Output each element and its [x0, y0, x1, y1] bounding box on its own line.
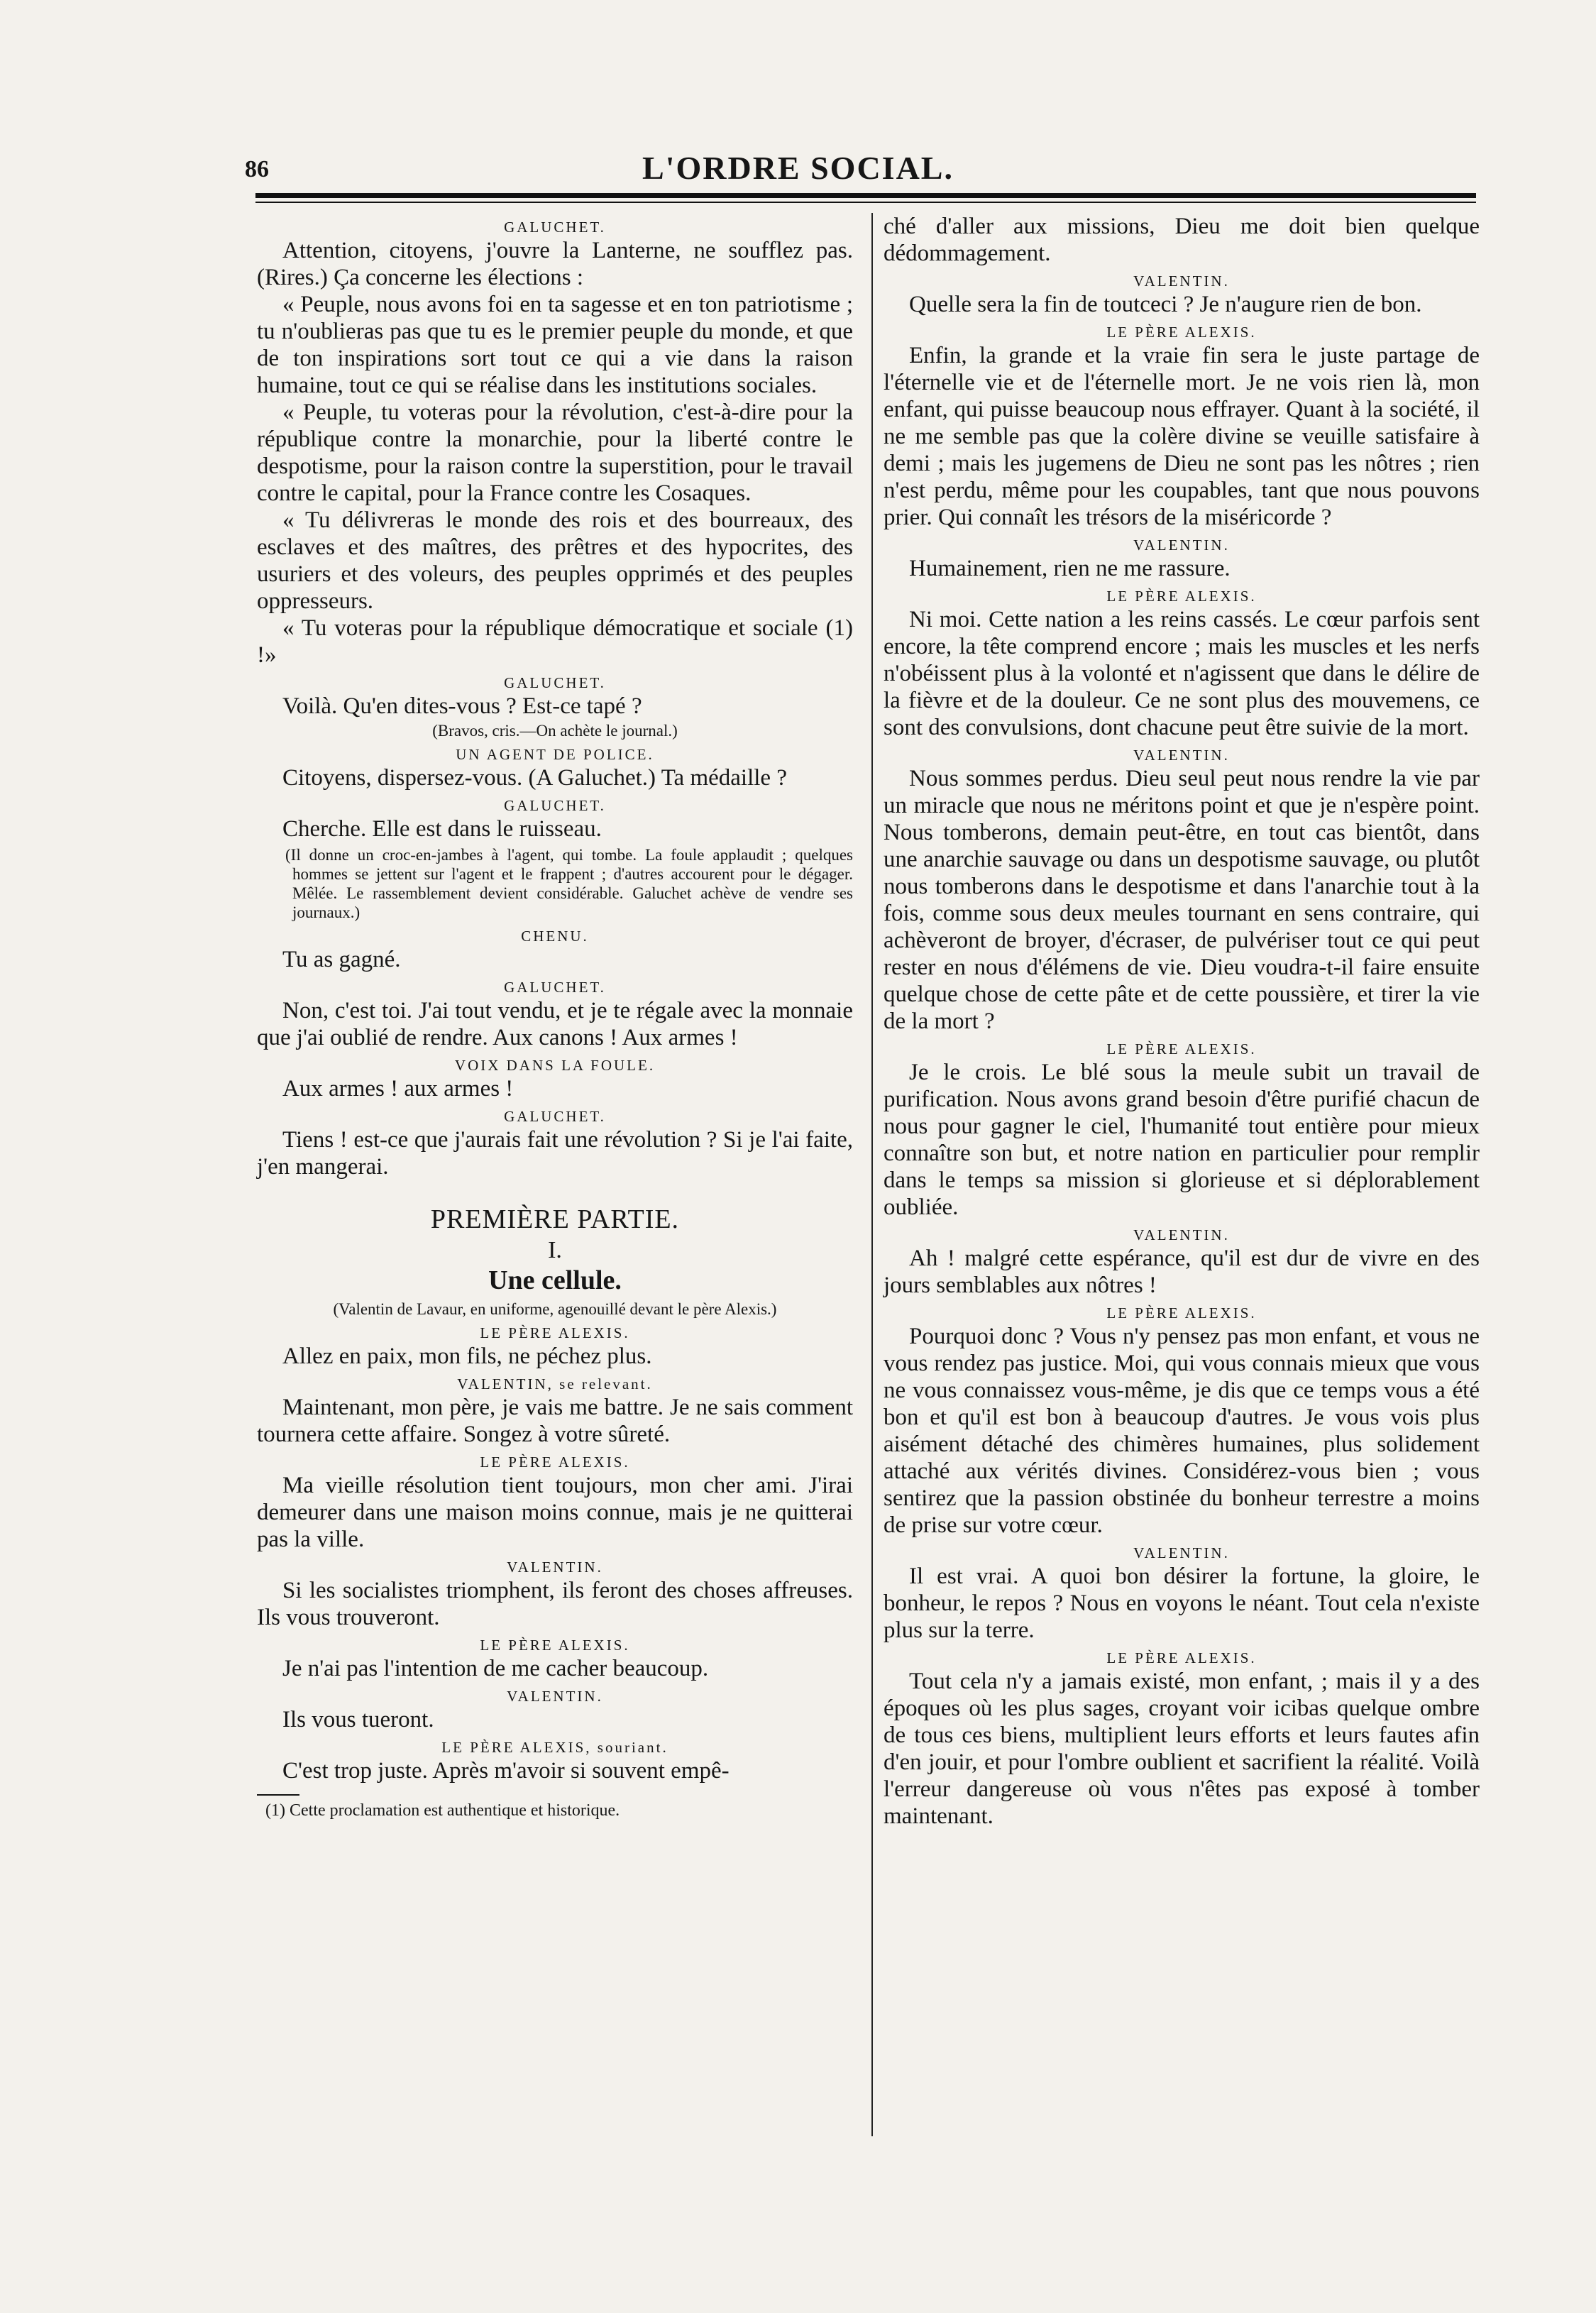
dialogue-paragraph: Tout cela n'y a jamais existé, mon enfant, ; mais il y a des époques où les plus sages, croyant voir icibas quelque ombre de tous ces biens, multiplient leurs efforts et leurs fautes afin d'en jouir, et pour l'ombre oublient et sacrifient la réalité. Voilà l'erreur dangereuse où vous n'êtes pas exposé à tomber maintenant.: [884, 1669, 1480, 1829]
dialogue-paragraph: Aux armes ! aux armes !: [282, 1076, 514, 1101]
speaker-name: LE PÈRE ALEXIS.: [1106, 1040, 1257, 1057]
dialogue-paragraph: Tiens ! est-ce que j'aurais fait une révolution ? Si je l'ai faite, j'en mangerai.: [257, 1127, 853, 1180]
dialogue-paragraph: C'est trop juste. Après m'avoir si souvent empê-: [282, 1758, 730, 1784]
dialogue-paragraph: Non, c'est toi. J'ai tout vendu, et je te régale avec la monnaie que j'ai oublié de rendre. Aux canons ! Aux armes !: [257, 998, 853, 1050]
speaker-name: GALUCHET.: [504, 674, 606, 691]
dialogue-paragraph: Pourquoi donc ? Vous n'y pensez pas mon enfant, et vous ne vous rendez pas justice. Moi, qui vous connais mieux que vous ne vous connaissez vous-même, je dis que ce temps vous a été bon et qu'il est bon à beaucoup d'autres. Je vous vois plus aisément détaché des chimères humaines, plus solidement attaché aux vérités divines. Considérez-vous bien ; vous sentirez que la passion obstinée du bonheur terrestre a moins de prise sur votre cœur.: [884, 1324, 1480, 1538]
dialogue-paragraph: Attention, citoyens, j'ouvre la Lanterne, ne soufflez pas. (Rires.) Ça concerne les élections :: [257, 238, 853, 290]
footnote: (1) Cette proclamation est authentique et historique.: [265, 1801, 620, 1820]
speaker-name: LE PÈRE ALEXIS.: [480, 1637, 630, 1654]
dialogue-paragraph: Maintenant, mon père, je vais me battre. Je ne sais comment tournera cette affaire. Songez à votre sûreté.: [257, 1395, 853, 1447]
header-rule-thin: [255, 202, 1476, 203]
speaker-name: VALENTIN.: [1133, 1226, 1230, 1243]
stage-direction: (Valentin de Lavaur, en uniforme, agenouillé devant le père Alexis.): [333, 1300, 777, 1318]
page-header: [0, 142, 1596, 192]
dialogue-paragraph: Il est vrai. A quoi bon désirer la fortune, la gloire, le bonheur, le repos ? Nous en voyons le néant. Tout cela n'existe plus sur la terre.: [884, 1564, 1480, 1643]
footnote-rule: [257, 1794, 299, 1796]
speaker-name: VALENTIN.: [1133, 747, 1230, 764]
speaker-name: LE PÈRE ALEXIS.: [1106, 588, 1257, 605]
dialogue-paragraph: « Tu voteras pour la république démocratique et sociale (1) !»: [257, 615, 853, 668]
dialogue-paragraph: ché d'aller aux missions, Dieu me doit bien quelque dédommagement.: [884, 214, 1480, 266]
column-divider: [871, 213, 873, 2136]
speaker-name: VOIX DANS LA FOULE.: [454, 1057, 656, 1074]
stage-direction: (Il donne un croc-en-jambes à l'agent, qui tombe. La foule applaudit ; quelques hommes se jettent sur l'agent et le frappent ; d'autres accourent pour le dégager. Mêlée. Le rassemblement devient considérable. Galuchet achève de vendre ses journaux.): [285, 846, 853, 921]
header-rule: [255, 193, 1476, 198]
right-column: [884, 213, 1480, 1830]
speaker-name: VALENTIN, se relevant.: [457, 1375, 653, 1392]
chapter-number: I.: [548, 1237, 562, 1263]
speaker-name: GALUCHET.: [504, 797, 606, 814]
dialogue-paragraph: Voilà. Qu'en dites-vous ? Est-ce tapé ?: [282, 693, 642, 719]
dialogue-paragraph: Ma vieille résolution tient toujours, mon cher ami. J'irai demeurer dans une maison moins connue, mais je ne quitterai pas la ville.: [257, 1473, 853, 1552]
speaker-name: LE PÈRE ALEXIS.: [1106, 1649, 1257, 1666]
dialogue-paragraph: Je n'ai pas l'intention de me cacher beaucoup.: [282, 1656, 709, 1681]
dialogue-paragraph: Nous sommes perdus. Dieu seul peut nous rendre la vie par un miracle que nous ne méritons point et que je n'espère point. Nous tomberons, demain peut-être, en tout cas bientôt, dans une anarchie sauvage ou dans un despotisme sauvage, ou plutôt nous tomberons dans le despotisme et dans l'anarchie tout à la fois, comme sous deux meules tournant en sens contraire, qui achèveront de broyer, d'écraser, de pulvériser tout ce qui peut rester en nous d'élémens de vie. Dieu voudra-t-il faire ensuite quelque chose de cette pâte et de cette poussière, et tirer la vie de la mort ?: [884, 766, 1480, 1034]
dialogue-paragraph: Citoyens, dispersez-vous. (A Galuchet.) Ta médaille ?: [282, 765, 787, 791]
left-column: [257, 213, 853, 1821]
dialogue-paragraph: Je le crois. Le blé sous la meule subit un travail de purification. Nous avons grand besoin d'être purifié chacun de nous pour gagner le ciel, l'humanité tout entière pour mieux connaître son but, et notre nation en particulier pour remplir dans le temps sa mission si glorieuse et si déplorablement oubliée.: [884, 1060, 1480, 1220]
dialogue-paragraph: Ah ! malgré cette espérance, qu'il est dur de vivre en des jours semblables aux nôtres !: [884, 1246, 1480, 1298]
page-number: 86: [245, 156, 269, 182]
dialogue-paragraph: « Tu délivreras le monde des rois et des bourreaux, des esclaves et des maîtres, des prêtres et des hypocrites, des usuriers et des voleurs, des peuples opprimés et des peuples oppresseurs.: [257, 507, 853, 614]
speaker-name: CHENU.: [521, 928, 589, 945]
speaker-name: GALUCHET.: [504, 979, 606, 996]
part-title: PREMIÈRE PARTIE.: [430, 1204, 680, 1234]
speaker-name: LE PÈRE ALEXIS.: [1106, 1304, 1257, 1322]
running-title: L'ORDRE SOCIAL.: [642, 150, 954, 186]
dialogue-paragraph: Ils vous tueront.: [282, 1707, 434, 1732]
speaker-name: VALENTIN.: [507, 1559, 603, 1576]
dialogue-paragraph: « Peuple, nous avons foi en ta sagesse et en ton patriotisme ; tu n'oublieras pas que tu es le premier peuple du monde, et que de ton inspirations sort tout ce qui a vie dans la raison humaine, tout ce qui se réalise dans les institutions sociales.: [257, 292, 853, 398]
speaker-name: VALENTIN.: [1133, 273, 1230, 290]
stage-direction: (Bravos, cris.—On achète le journal.): [432, 722, 678, 740]
chapter-title: Une cellule.: [488, 1265, 622, 1295]
dialogue-paragraph: Ni moi. Cette nation a les reins cassés. Le cœur parfois sent encore, la tête comprend encore ; mais les muscles et les nerfs n'obéissent plus à la volonté et n'agissent que dans le délire de la fièvre et de la douleur. Ce ne sont plus des mouvemens, ce sont des convulsions, dont chacune peut être suivie de la mort.: [884, 607, 1480, 740]
dialogue-paragraph: Humainement, rien ne me rassure.: [909, 556, 1231, 581]
dialogue-paragraph: Si les socialistes triomphent, ils feront des choses affreuses. Ils vous trouveront.: [257, 1578, 853, 1630]
dialogue-paragraph: Allez en paix, mon fils, ne péchez plus.: [282, 1344, 652, 1369]
speaker-name: LE PÈRE ALEXIS.: [1106, 324, 1257, 341]
speaker-name: GALUCHET.: [504, 219, 606, 236]
speaker-name: LE PÈRE ALEXIS.: [480, 1454, 630, 1471]
dialogue-paragraph: Enfin, la grande et la vraie fin sera le juste partage de l'éternelle vie et de l'éternelle mort. Je ne vois rien là, mon enfant, qui puisse beaucoup nous effrayer. Quant à la société, il ne me semble pas que la colère divine se veuille satisfaire à demi ; mais les jugemens de Dieu ne sont pas les nôtres ; rien n'est perdu, même pour les coupables, tant que nous pouvons prier. Qui connaît les trésors de la miséricorde ?: [884, 343, 1480, 530]
dialogue-paragraph: Cherche. Elle est dans le ruisseau.: [282, 816, 602, 842]
speaker-name: LE PÈRE ALEXIS, souriant.: [441, 1739, 668, 1756]
speaker-name: VALENTIN.: [507, 1688, 603, 1705]
speaker-name: UN AGENT DE POLICE.: [456, 746, 654, 763]
speaker-name: VALENTIN.: [1133, 1544, 1230, 1561]
dialogue-paragraph: Quelle sera la fin de toutceci ? Je n'augure rien de bon.: [909, 292, 1422, 317]
dialogue-paragraph: Tu as gagné.: [282, 947, 401, 972]
speaker-name: VALENTIN.: [1133, 537, 1230, 554]
dialogue-paragraph: « Peuple, tu voteras pour la révolution, c'est-à-dire pour la république contre la monarchie, pour la liberté contre le despotisme, pour la raison contre la superstition, pour le travail contre le capital, pour la France contre les Cosaques.: [257, 400, 853, 506]
speaker-name: LE PÈRE ALEXIS.: [480, 1324, 630, 1341]
speaker-name: GALUCHET.: [504, 1108, 606, 1125]
